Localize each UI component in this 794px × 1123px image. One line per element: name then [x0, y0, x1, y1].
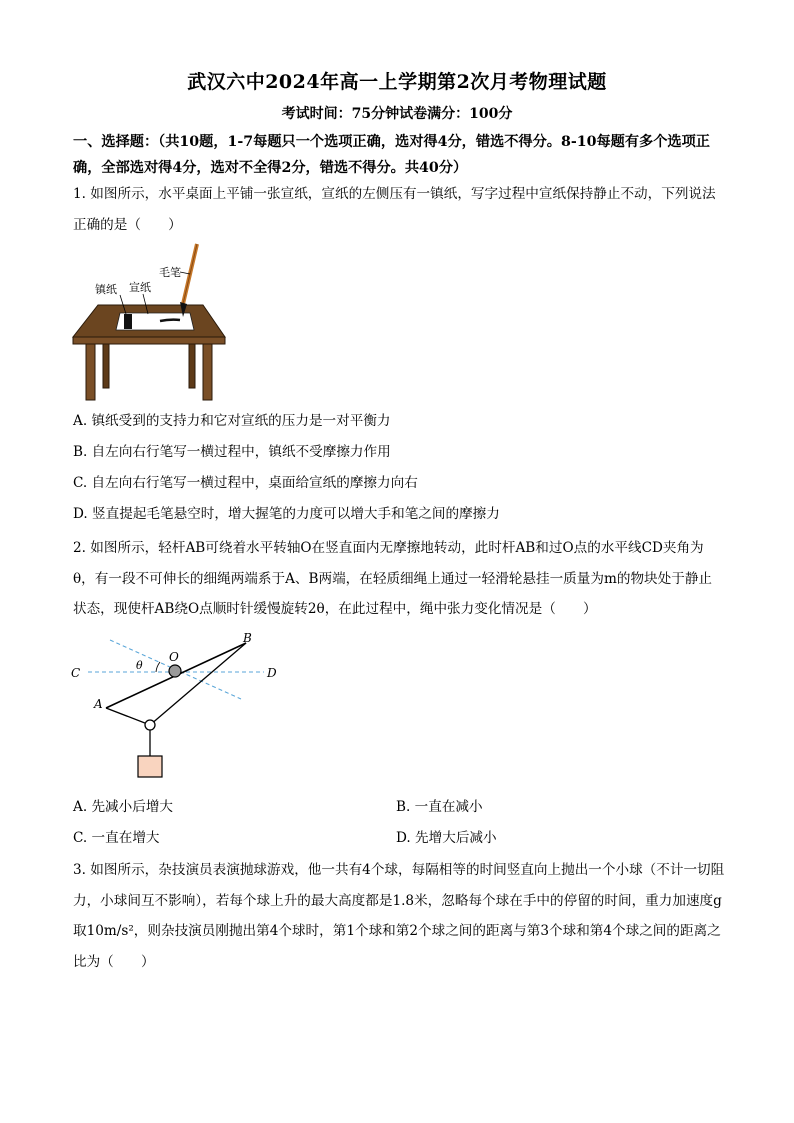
desk-leg — [86, 344, 95, 400]
ink-stroke — [160, 320, 180, 321]
desk-apron — [73, 337, 225, 344]
paperweight — [124, 314, 132, 329]
label-brush: 毛笔 — [159, 266, 181, 279]
q1-option-d: D. 竖直提起毛笔悬空时，增大握笔的力度可以增大手和笔之间的摩擦力 — [73, 506, 500, 522]
q1-option-a: A. 镇纸受到的支持力和它对宣纸的压力是一对平衡力 — [73, 413, 391, 429]
q2-figure — [66, 628, 291, 784]
pulley — [145, 720, 155, 730]
pivot-o — [169, 665, 181, 677]
section-heading: 一、选择题：（共10题，1-7每题只一个选项正确，选对得4分，错选不得分。8-10每题有多个选项正确，全部选对得4分，选对不全得2分，错选不得分。共40分） — [73, 134, 710, 176]
exam-title: 武汉六中2024年高一上学期第2次月考物理试题 — [187, 71, 607, 93]
q1-stem: 1. 如图所示，水平桌面上平铺一张宣纸，宣纸的左侧压有一镇纸，写字过程中宣纸保持静止不动，下列说法正确的是（ ） — [73, 186, 716, 233]
desk-leg — [203, 344, 212, 400]
q3-stem: 3. 如图所示，杂技演员表演抛球游戏，他一共有4个球，每隔相等的时间竖直向上抛出一个小球（不计一切阻力，小球间互不影响），若每个球上升的最大高度都是1.8米，忽略每个球在手中的停留的时间，重力加速度g取10m/s²，则杂技演员刚抛出第4个球时，第1个球和第2个球之间的距离与第3个球和第4个球之间的距离之比为（ ） — [73, 862, 725, 970]
q2-option-b: B. 一直在减小 — [396, 799, 483, 815]
q2-option-a: A. 先减小后增大 — [73, 799, 174, 815]
label-b: B — [243, 631, 252, 645]
q1-option-b: B. 自左向右行笔写一横过程中，镇纸不受摩擦力作用 — [73, 444, 391, 460]
desk-leg — [189, 344, 195, 388]
label-c: C — [71, 666, 81, 680]
label-theta: θ — [136, 659, 143, 672]
block-m — [138, 756, 162, 777]
q2-option-d: D. 先增大后减小 — [396, 830, 497, 846]
label-paperweight: 镇纸 — [95, 283, 117, 296]
label-o: O — [169, 650, 179, 664]
theta-arc — [156, 662, 160, 672]
desk-leg — [103, 344, 109, 388]
q2-option-c: C. 一直在增大 — [73, 830, 160, 846]
q2-stem: 2. 如图所示，轻杆AB可绕着水平转轴O在竖直面内无摩擦地转动，此时杆AB和过O点的水平线CD夹角为θ，有一段不可伸长的细绳两端系于A、B两端，在轻质细绳上通过一轻滑轮悬挂一质量为m的物块处于静止状态，现使杆AB绕O点顺时针缓慢旋转2θ，在此过程中，绳中张力变化情况是（ ） — [73, 540, 713, 617]
rope-a — [106, 708, 150, 725]
q1-option-c: C. 自左向右行笔写一横过程中，桌面给宣纸的摩擦力向右 — [73, 475, 418, 491]
label-d: D — [267, 666, 277, 680]
exam-subtitle: 考试时间：75分钟试卷满分：100分 — [281, 106, 513, 122]
rope-b — [150, 643, 246, 725]
q1-figure-desk — [70, 238, 230, 403]
label-a: A — [94, 697, 103, 711]
label-paper: 宣纸 — [129, 281, 151, 294]
